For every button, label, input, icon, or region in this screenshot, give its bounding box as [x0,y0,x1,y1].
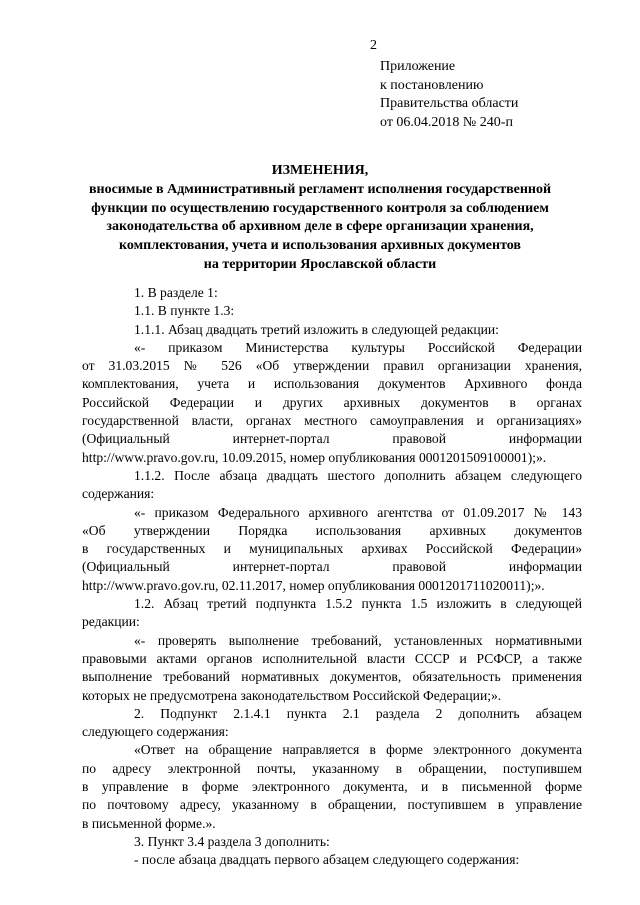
text-line: от 31.03.2015 № 526 «Об утверждении правил организации хранения, [82,358,582,374]
paragraph-1: 1. В разделе 1: [134,285,218,300]
text-line: по почтовому адресу, указанному в обращении, поступившем в управление [82,797,582,813]
document-title [0,162,640,275]
text-line: 1.1.2. После абзаца двадцать шестого дополнить абзацем следующего [134,467,582,483]
text-line: в государственных и муниципальных архивах Российской Федерации» [82,541,582,557]
paragraph-3: 3. Пункт 3.4 раздела 3 дополнить: [134,833,330,849]
text-line: (Официальный интернет-портал правовой информации [82,559,582,575]
paragraph-2 [82,705,582,742]
title-line: вносимые в Административный регламент исполнения государственной [88,181,552,197]
text-line: «- проверять выполнение требований, установленных нормативными [134,632,582,648]
text-line: 2. Подпункт 2.1.4.1 пункта 2.1 раздела 2 дополнить абзацем [134,705,582,721]
title-line: комплектования, учета и использования архивных документов [119,238,521,254]
title-line: законодательства об архивном деле в сфере организации хранения, [106,219,534,235]
page-number: 2 [370,38,377,53]
text-line: редакции: [82,614,140,630]
paragraph-1-2 [82,595,582,632]
title-heading: ИЗМЕНЕНИЯ, [271,163,369,178]
text-line: следующего содержания: [82,724,229,740]
text-line: в управление в форме электронного документа, и в письменной форме [82,779,582,795]
annex-line-decree: к постановлению [380,77,484,93]
text-line: «Об утверждении Порядка использования архивных документов [82,522,582,538]
document-body [82,284,582,870]
annex-line-title: Приложение [380,59,456,74]
text-line: «- приказом Министерства культуры Российской Федерации [134,339,582,355]
paragraph-1-1-2 [82,467,582,504]
text-line: в письменной форме.». [82,815,216,831]
text-line: Российской Федерации и других архивных документов в органах [82,394,582,410]
text-line: 1.2. Абзац третий подпункта 1.5.2 пункта 1.5 изложить в следующей [134,596,582,612]
text-line: комплектования, учета и использования документов Архивного фонда [82,376,582,392]
text-line: которых не предусмотрена законодательством Российской Федерации;». [82,687,502,703]
text-line: выполнение требований нормативных документов, обязательность применения [82,669,582,685]
title-line: функции по осуществлению государственного контроля за соблюдением [91,200,549,216]
paragraph-1-1: 1.1. В пункте 1.3: [134,303,235,319]
paragraph-quote-4 [82,741,582,832]
paragraph-1-1-1: 1.1.1. Абзац двадцать третий изложить в следующей редакции: [134,321,499,337]
text-line: http://www.pravo.gov.ru, 02.11.2017, номер опубликования 0001201711020011);». [82,577,545,593]
paragraph-quote-1 [82,339,582,467]
text-line: содержания: [82,486,155,502]
text-line: (Официальный интернет-портал правовой информации [82,431,582,447]
paragraph-3-item: - после абзаца двадцать первого абзацем следующего содержания: [134,852,520,868]
paragraph-quote-3 [82,632,582,705]
annex-line-date: от 06.04.2018 № 240-п [380,114,513,130]
title-line: на территории Ярославской области [203,256,437,272]
text-line: правовыми актами органов исполнительной власти СССР и РСФСР, а также [82,650,582,666]
text-line: по адресу электронной почты, указанному в обращении, поступившем [82,760,582,776]
annex-block [380,58,518,132]
text-line: «Ответ на обращение направляется в форме электронного документа [134,742,582,758]
paragraph-quote-2 [82,504,582,595]
annex-line-government: Правительства области [380,96,519,112]
text-line: http://www.pravo.gov.ru, 10.09.2015, номер опубликования 0001201509100001);». [82,449,547,465]
text-line: государственной власти, органах местного самоуправления и организациях» [82,413,582,429]
text-line: «- приказом Федерального архивного агентства от 01.09.2017 № 143 [134,504,582,520]
